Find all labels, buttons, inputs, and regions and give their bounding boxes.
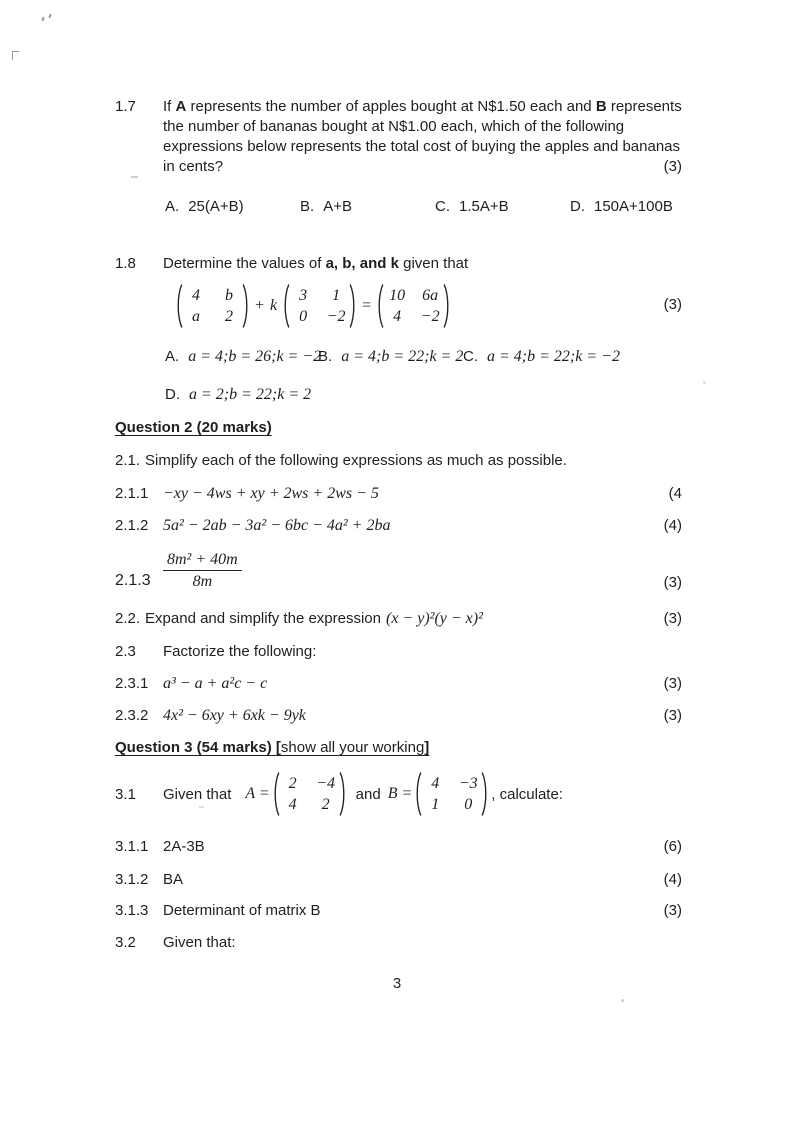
text-segment: given that <box>398 255 469 272</box>
header-text-regular: show all your working <box>280 739 425 756</box>
option-math: a = 4;b = 22;k = 2 <box>341 348 464 365</box>
matrix-cells <box>283 773 336 815</box>
question-number: 1.8 <box>115 255 136 272</box>
right-paren-icon <box>339 771 347 817</box>
item-3-1 <box>115 768 682 820</box>
matrix-cell: −2 <box>326 308 346 325</box>
option-text: 150A+100B <box>594 198 673 215</box>
left-paren-icon <box>414 771 422 817</box>
marks-badge: (3) <box>663 610 682 627</box>
question-text <box>163 97 682 177</box>
options-row-1-7 <box>165 198 682 215</box>
matrix-cell: a <box>192 308 200 325</box>
item-number: 3.2 <box>115 934 136 951</box>
scan-artifact <box>621 999 624 1002</box>
option-label: D. <box>165 386 180 403</box>
matrix-cell: 0 <box>464 796 473 813</box>
marks-badge: (3) <box>663 675 682 692</box>
matrix-cells <box>425 773 478 815</box>
marks-badge: (4 <box>668 485 682 502</box>
matrix-cell: −4 <box>316 775 336 792</box>
item-2-1 <box>115 452 567 469</box>
matrix-cell: −3 <box>458 775 478 792</box>
matrix-b-label: B = <box>387 785 413 802</box>
question-3-header <box>115 739 429 756</box>
option-text: 25(A+B) <box>188 198 244 215</box>
matrix-a-label: A = <box>245 785 270 802</box>
item-number: 2.1.3 <box>115 572 151 589</box>
matrix-1 <box>175 283 250 329</box>
marks-badge: (3) <box>663 707 682 724</box>
matrix-cell: 3 <box>299 287 308 304</box>
marks-badge: (3) <box>663 574 682 591</box>
text-segment: represents the number of bananas bought at N$1.00 each, which of the following expressions below represents the total cost of buying the apples and bananas in cents? <box>163 98 682 175</box>
bold-variables: a, b, and k <box>325 255 399 272</box>
left-paren-icon <box>376 283 384 329</box>
option-d <box>570 198 673 215</box>
matrix-cell: 10 <box>389 287 406 304</box>
option-math: a = 2;b = 22;k = 2 <box>189 386 312 403</box>
marks-badge: (6) <box>663 838 682 855</box>
options-row-1-8 <box>165 348 682 370</box>
matrix-equation-1-8 <box>173 281 682 331</box>
matrix-cell: 2 <box>321 796 330 813</box>
matrix-cell: 1 <box>332 287 341 304</box>
text-segment: If <box>163 98 176 115</box>
option-b <box>300 198 435 215</box>
matrix-cell: 1 <box>431 796 440 813</box>
option-b <box>318 348 463 366</box>
item-text: BA <box>163 871 184 888</box>
option-c <box>463 348 620 366</box>
item-number: 3.1.1 <box>115 838 149 855</box>
option-d <box>165 386 311 404</box>
marks-badge: (4) <box>663 517 682 534</box>
matrix-cell: 6a <box>422 287 439 304</box>
matrix-cells <box>186 285 239 327</box>
option-label: C. <box>435 198 450 215</box>
option-label: B. <box>318 348 333 365</box>
scan-artifact <box>12 51 19 60</box>
equals-operator: = <box>362 297 372 314</box>
matrix-cell: −2 <box>420 308 440 325</box>
matrix-cell: b <box>225 287 233 304</box>
right-paren-icon <box>349 283 357 329</box>
item-text: Simplify each of the following expressions as much as possible. <box>145 452 567 469</box>
right-paren-icon <box>481 771 489 817</box>
fraction <box>163 550 242 591</box>
item-number: 2.1.2 <box>115 517 149 534</box>
expression: a³ − a + a²c − c <box>163 675 268 692</box>
matrix-b <box>414 771 489 817</box>
header-text-bold: ] <box>424 739 430 756</box>
question-1-7 <box>115 97 682 177</box>
page-number-text: 3 <box>392 975 402 992</box>
matrix-a <box>272 771 347 817</box>
marks-badge: (3) <box>663 296 682 313</box>
scalar-k: k <box>270 297 278 314</box>
item-number: 3.1.2 <box>115 871 149 888</box>
bold-variable-a: A <box>175 98 187 115</box>
expression: 4x² − 6xy + 6xk − 9yk <box>163 707 306 724</box>
option-c <box>435 198 570 215</box>
expression: −xy − 4ws + xy + 2ws + 2ws − 5 <box>163 485 379 502</box>
matrix-cell: 4 <box>288 796 297 813</box>
item-2-3 <box>115 642 682 662</box>
matrix-cell: 4 <box>393 308 402 325</box>
item-3-1-3 <box>115 901 682 921</box>
option-label: A. <box>165 198 180 215</box>
expression: 5a² − 2ab − 3a² − 6bc − 4a² + 2ba <box>163 517 391 534</box>
option-text: 1.5A+B <box>459 198 509 215</box>
header-text: Question 2 (20 marks) <box>115 419 272 436</box>
question-number: 1.7 <box>115 98 136 115</box>
question-2-header <box>115 419 272 436</box>
matrix-2 <box>282 283 357 329</box>
option-label: D. <box>570 198 585 215</box>
item-text: Factorize the following: <box>163 643 317 660</box>
option-label: B. <box>300 198 315 215</box>
item-number: 2.3.1 <box>115 675 149 692</box>
bold-variable-b: B <box>595 98 607 115</box>
item-number: 2.3 <box>115 643 136 660</box>
item-3-1-2 <box>115 870 682 890</box>
matrix-cells <box>293 285 346 327</box>
fraction-numerator: 8m² + 40m <box>163 550 242 571</box>
marks-badge: (4) <box>663 871 682 888</box>
scan-artifact <box>703 381 706 384</box>
left-paren-icon <box>272 771 280 817</box>
item-2-3-1 <box>115 674 682 694</box>
item-3-2 <box>115 933 682 953</box>
option-label: A. <box>165 348 180 365</box>
scan-artifact <box>48 14 51 18</box>
conjunction-text: and <box>355 785 381 803</box>
item-2-1-1 <box>115 484 682 504</box>
matrix-cells <box>387 285 440 327</box>
item-number: 2.3.2 <box>115 707 149 724</box>
item-2-1-3 <box>115 548 682 591</box>
item-text: Given that: <box>163 934 236 951</box>
page-number <box>0 975 794 992</box>
fraction-denominator: 8m <box>192 573 213 590</box>
item-text: Determinant of matrix B <box>163 902 321 919</box>
item-text: Given that <box>163 785 232 803</box>
scan-artifact <box>41 17 44 21</box>
item-number: 2.1.1 <box>115 485 149 502</box>
item-2-1-2 <box>115 516 682 536</box>
matrix-3 <box>376 283 451 329</box>
option-label: C. <box>463 348 478 365</box>
text-segment: represents the number of apples bought at N$1.50 each and <box>186 98 596 115</box>
left-paren-icon <box>282 283 290 329</box>
option-math: a = 4;b = 26;k = −2 <box>188 348 322 365</box>
item-text: Expand and simplify the expression <box>145 610 381 627</box>
marks-badge: (3) <box>663 902 682 919</box>
item-number: 3.1.3 <box>115 902 149 919</box>
header-text-bold: Question 3 (54 marks) [ <box>115 739 281 756</box>
plus-operator: + <box>255 297 265 314</box>
matrix-cell: 4 <box>192 287 200 304</box>
option-a <box>165 348 321 366</box>
marks-badge: (3) <box>663 158 682 175</box>
right-paren-icon <box>443 283 451 329</box>
item-text-suffix: , calculate: <box>491 785 563 803</box>
item-number: 2.2. <box>115 610 141 627</box>
left-paren-icon <box>175 283 183 329</box>
matrix-cell: 2 <box>288 775 297 792</box>
right-paren-icon <box>242 283 250 329</box>
text-segment: Determine the values of <box>163 255 326 272</box>
question-text <box>163 254 682 274</box>
item-text: 2A-3B <box>163 838 205 855</box>
item-2-2 <box>115 609 682 629</box>
question-1-8 <box>115 254 682 274</box>
matrix-cell: 4 <box>431 775 440 792</box>
item-3-1-1 <box>115 837 682 857</box>
option-math: a = 4;b = 22;k = −2 <box>487 348 620 365</box>
expression: (x − y)²(y − x)² <box>386 610 483 627</box>
option-text: A+B <box>323 198 352 215</box>
item-2-3-2 <box>115 706 682 726</box>
matrix-cell: 0 <box>299 308 308 325</box>
matrix-cell: 2 <box>225 308 233 325</box>
item-number: 2.1. <box>115 452 141 469</box>
option-a <box>165 198 300 215</box>
item-number: 3.1 <box>115 785 136 803</box>
